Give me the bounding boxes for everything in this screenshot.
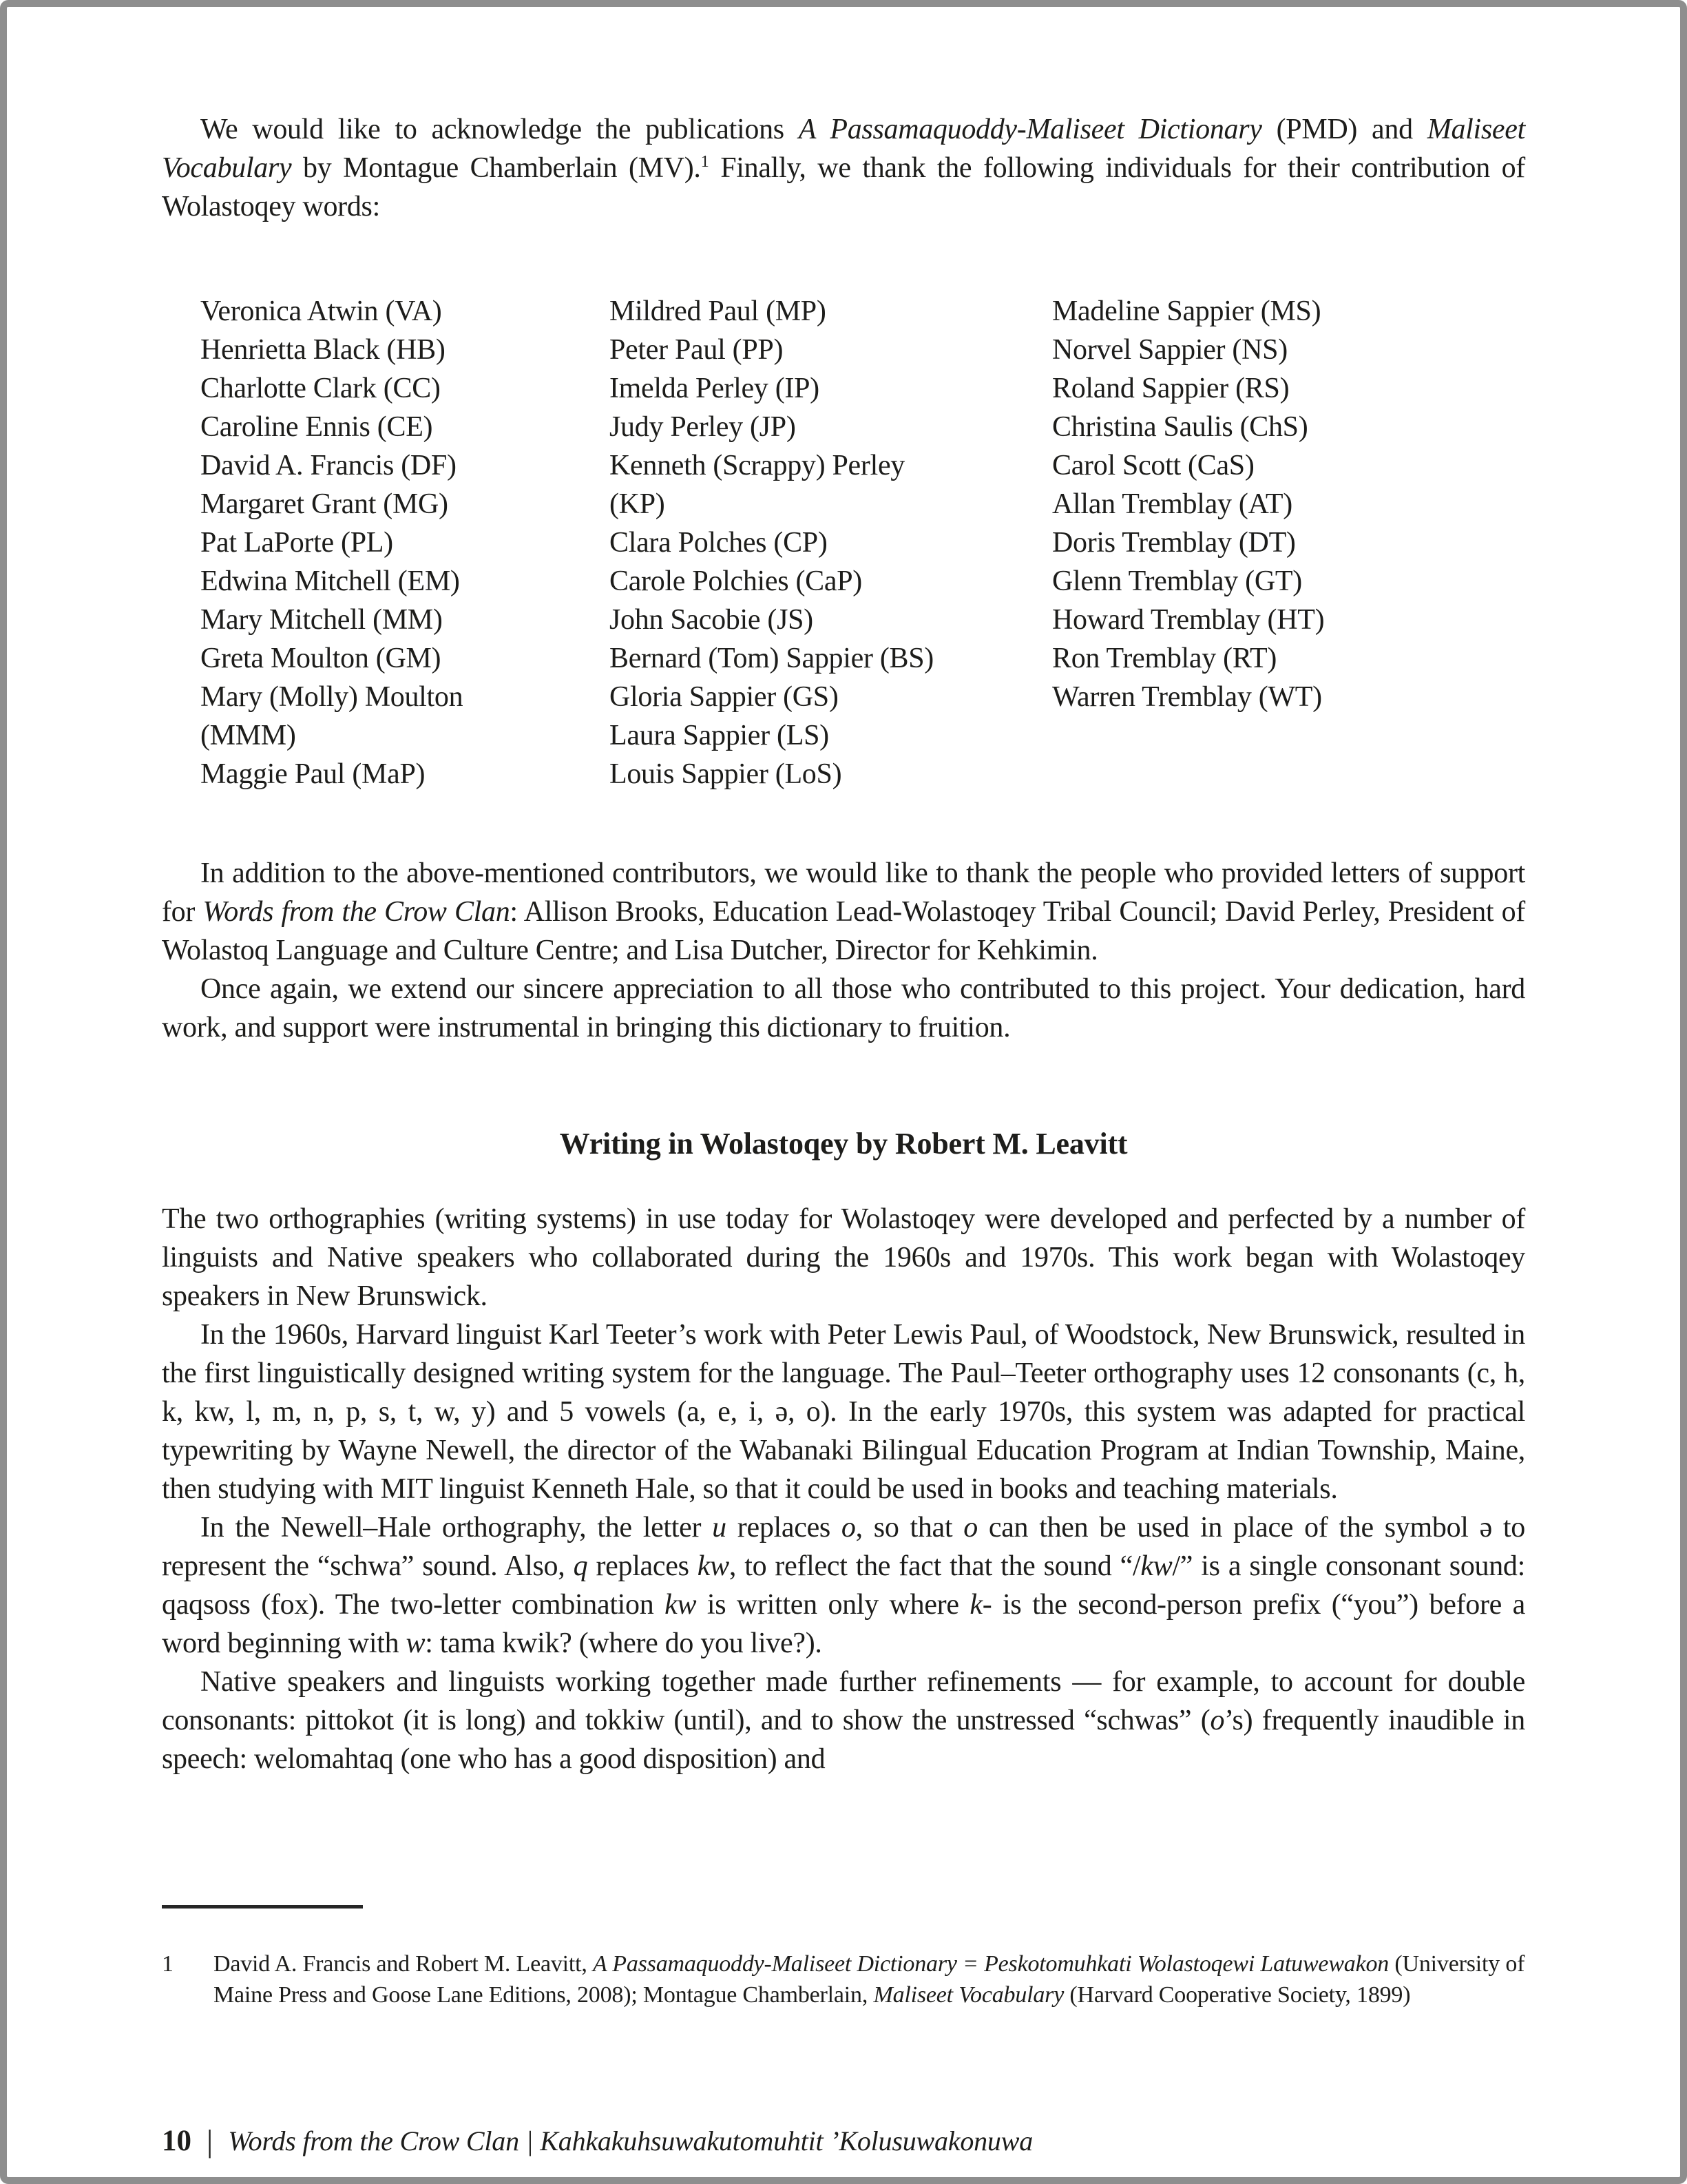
contributor-line: (KP)	[609, 488, 665, 520]
section-heading: Writing in Wolastoqey by Robert M. Leavitt	[559, 1127, 1128, 1161]
newell-hale-paragraph: In the Newell–Hale orthography, the letter u replaces o, so that o can then be used in place of the symbol ə to represent the “schwa” sound. Also, q replaces kw, to reflect the fact that the sound “/kw/” is a single consonant sound: qaqsoss (fox). The two-letter combination kw is written only where k- is the second-person prefix (“you”) before a word beginning with w: tama kwik? (where do you live?).	[162, 1512, 1525, 1659]
contributor-line: (MMM)	[200, 720, 296, 751]
contributor-line: Caroline Ennis (CE)	[200, 411, 433, 443]
footnote-rule	[162, 1905, 363, 1909]
contributor-line: Charlotte Clark (CC)	[200, 373, 441, 404]
footnote-text: David A. Francis and Robert M. Leavitt, A Passamaquoddy-Maliseet Dictionary = Peskotomuhkati Wolastoqewi Latuwewakon (University of Maine Press and Goose Lane Editions, 2008); Montague Chamberlain, Maliseet Vocabulary (Harvard Cooperative Society, 1899)	[213, 1951, 1525, 2008]
contributor-line: Kenneth (Scrappy) Perley	[609, 450, 905, 481]
contributor-line: Ron Tremblay (RT)	[1052, 643, 1277, 674]
contributor-line: Carole Polchies (CaP)	[609, 565, 862, 597]
refinements-paragraph: Native speakers and linguists working together made further refinements — for example, to account for double consonants: pittokot (it is long) and tokkiw (until), and to show the unstressed “schwas” (o’s) frequently inaudible in speech: welomahtaq (one who has a good disposition) and	[162, 1666, 1525, 1775]
page-footer	[162, 2123, 1033, 2159]
contributor-line: Gloria Sappier (GS)	[609, 681, 839, 713]
footnote	[162, 1948, 1539, 2010]
contributor-line: David A. Francis (DF)	[200, 450, 457, 481]
contributor-line: Doris Tremblay (DT)	[1052, 527, 1296, 559]
appreciation-paragraph: Once again, we extend our sincere appreciation to all those who contributed to this project. Your dedication, hard work, and support were instrumental in bringing this dictionary to fruition.	[162, 973, 1525, 1043]
contributor-line: Pat LaPorte (PL)	[200, 527, 393, 559]
contributor-line: Glenn Tremblay (GT)	[1052, 565, 1302, 597]
contributor-line: Henrietta Black (HB)	[200, 334, 446, 366]
contributor-line: Christina Saulis (ChS)	[1052, 411, 1308, 443]
contributor-line: Veronica Atwin (VA)	[200, 295, 442, 327]
footnote-number: 1	[162, 1951, 174, 1977]
acknowledgment-paragraph: We would like to acknowledge the publications A Passamaquoddy-Maliseet Dictionary (PMD) and Maliseet Vocabulary by Montague Chamberlain (MV).$^1$ Finally, we thank the following individuals for their contribution of Wolastoqey words:	[162, 114, 1525, 222]
contributor-line: Bernard (Tom) Sappier (BS)	[609, 643, 934, 674]
support-letters-paragraph: In addition to the above-mentioned contributors, we would like to thank the people who provided letters of support for Words from the Crow Clan: Allison Brooks, Education Lead-Wolastoqey Tribal Council; David Perley, President of Wolastoq Language and Culture Centre; and Lisa Dutcher, Director for Kehkimin.	[162, 857, 1525, 966]
contributors-columns	[162, 292, 1525, 793]
page-content	[7, 7, 1680, 1778]
book-title: Words from the Crow Clan | Kahkakuhsuwakutomuhtit ’Kolusuwakonuwa	[228, 2125, 1034, 2156]
contributor-line: Warren Tremblay (WT)	[1052, 681, 1322, 713]
contributor-line: Laura Sappier (LS)	[609, 720, 829, 751]
contributor-line: Imelda Perley (IP)	[609, 373, 819, 404]
contributor-line: Roland Sappier (RS)	[1052, 373, 1290, 404]
contributor-line: Louis Sappier (LoS)	[609, 758, 842, 790]
contributor-line: Edwina Mitchell (EM)	[200, 565, 460, 597]
contributor-line: Allan Tremblay (AT)	[1052, 488, 1292, 520]
contributor-line: Greta Moulton (GM)	[200, 643, 441, 674]
contributors-column-3	[1052, 292, 1500, 793]
contributor-line: Madeline Sappier (MS)	[1052, 295, 1321, 327]
contributor-line: Carol Scott (CaS)	[1052, 450, 1255, 481]
footer-separator: |	[207, 2123, 213, 2159]
contributor-line: Clara Polches (CP)	[609, 527, 828, 559]
contributor-line: Mary (Molly) Moulton	[200, 681, 463, 713]
contributor-line: Peter Paul (PP)	[609, 334, 784, 366]
contributor-line: Maggie Paul (MaP)	[200, 758, 426, 790]
contributor-line: Margaret Grant (MG)	[200, 488, 448, 520]
contributor-line: John Sacobie (JS)	[609, 604, 813, 636]
contributors-column-1	[200, 292, 609, 793]
page-number: 10	[162, 2125, 191, 2157]
paul-teeter-paragraph: In the 1960s, Harvard linguist Karl Teeter’s work with Peter Lewis Paul, of Woodstock, New Brunswick, resulted in the first linguistically designed writing system for the language. The Paul–Teeter orthography uses 12 consonants (c, h, k, kw, l, m, n, p, s, t, w, y) and 5 vowels (a, e, i, ə, o). In the early 1970s, this system was adapted for practical typewriting by Wayne Newell, the director of the Wabanaki Bilingual Education Program at Indian Township, Maine, then studying with MIT linguist Kenneth Hale, so that it could be used in books and teaching materials.	[162, 1319, 1525, 1505]
contributor-line: Mary Mitchell (MM)	[200, 604, 443, 636]
orthographies-paragraph: The two orthographies (writing systems) in use today for Wolastoqey were developed and perfected by a number of linguists and Native speakers who collaborated during the 1960s and 1970s. This work began with Wolastoqey speakers in New Brunswick.	[162, 1203, 1525, 1312]
contributor-line: Judy Perley (JP)	[609, 411, 796, 443]
contributor-line: Norvel Sappier (NS)	[1052, 334, 1288, 366]
contributors-column-2	[609, 292, 1052, 793]
footnote-block	[162, 1905, 1539, 2010]
contributor-line: Howard Tremblay (HT)	[1052, 604, 1325, 636]
contributor-line: Mildred Paul (MP)	[609, 295, 826, 327]
